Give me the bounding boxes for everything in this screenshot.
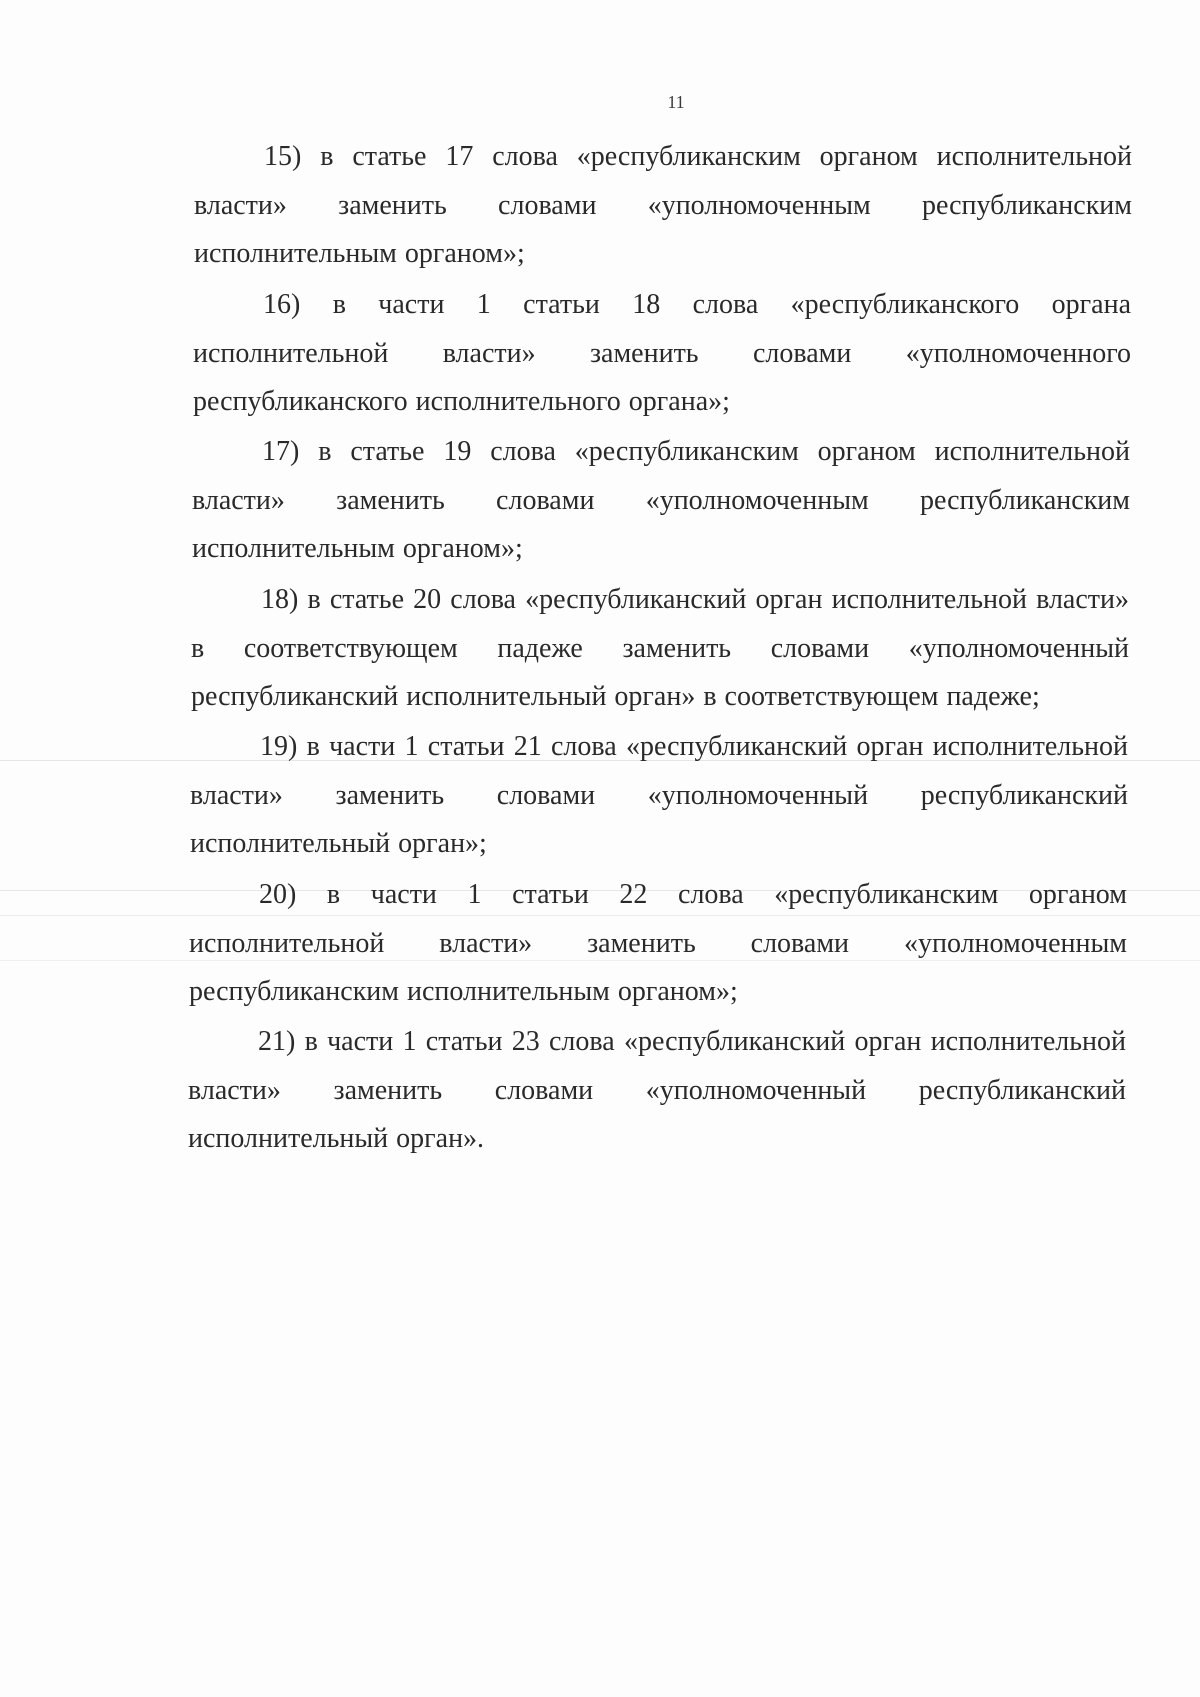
paragraph-item-20: 20) в части 1 статьи 22 слова «республиканским органом исполнительной власти» заменить словами «уполномоченным республиканским исполнительным органом»;: [189, 879, 1127, 1007]
paragraph-item-15: 15) в статье 17 слова «республиканским органом исполнительной власти» заменить словами «уполномоченным республиканским исполнительным органом»;: [194, 141, 1132, 269]
paragraph-item-19: 19) в части 1 статьи 21 слова «республиканский орган исполнительной власти» заменить словами «уполномоченный республиканский исполнительный орган»;: [190, 731, 1128, 859]
paragraph-item-21: 21) в части 1 статьи 23 слова «республиканский орган исполнительной власти» заменить словами «уполномоченный республиканский исполнительный орган».: [188, 1026, 1126, 1154]
page-number: 11: [667, 92, 685, 112]
paragraph-item-17: 17) в статье 19 слова «республиканским органом исполнительной власти» заменить словами «уполномоченным республиканским исполнительным органом»;: [192, 436, 1130, 564]
paragraph-item-16: 16) в части 1 статьи 18 слова «республиканского органа исполнительной власти» заменить словами «уполномоченного республиканского исполнительного органа»;: [193, 289, 1131, 417]
paragraph-item-18: 18) в статье 20 слова «республиканский орган исполнительной власти» в соответствующем падеже заменить словами «уполномоченный республиканский исполнительный орган» в соответствующем падеже;: [191, 584, 1129, 712]
